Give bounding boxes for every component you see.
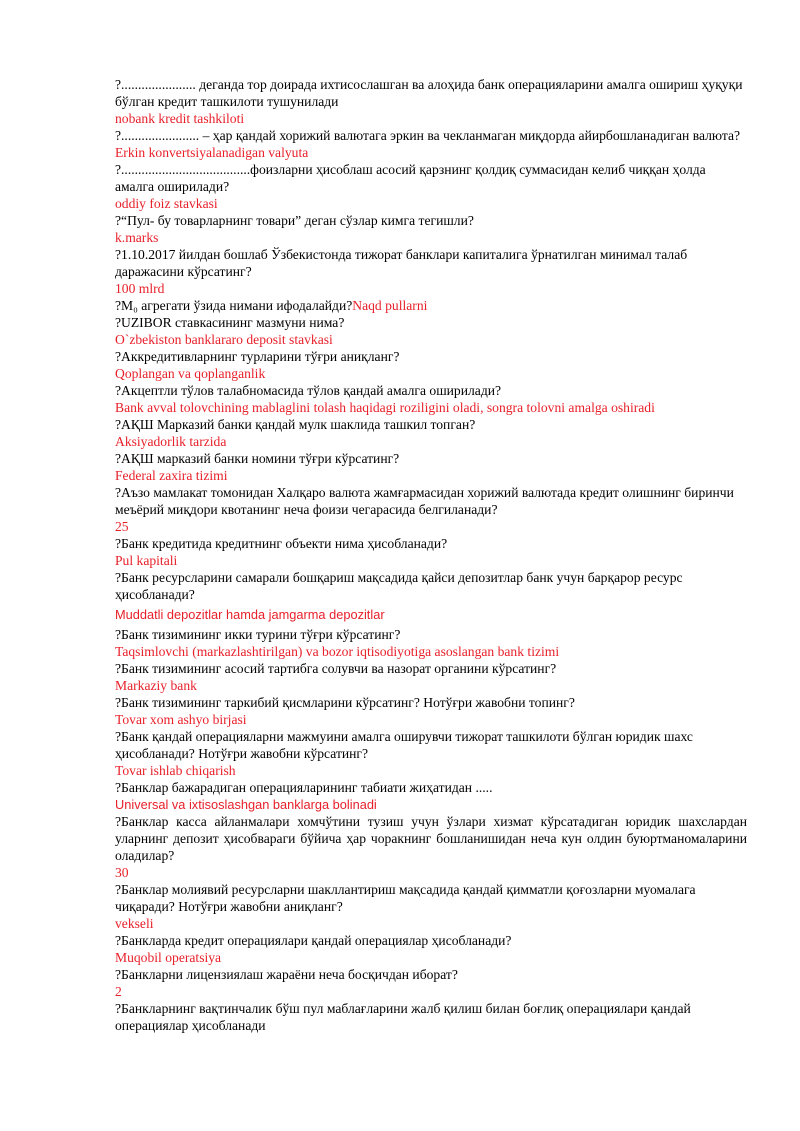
answer-4: k.marks	[115, 230, 159, 245]
answer-8: Qoplangan va qoplanganlik	[115, 366, 266, 381]
answer-12: 25	[115, 519, 129, 534]
question-2: ?....................... – ҳар қандай хорижий валютага эркин ва чекланмаган миқдорда айирбошланадиган валюта?	[115, 128, 741, 143]
question-10: ?АҚШ Марказий банки қандай мулк шаклида ташкил топган?	[115, 417, 476, 432]
question-8: ?Аккредитивларнинг турларини тўғри аниқланг?	[115, 349, 400, 364]
answer-7: O`zbekiston banklararo deposit stavkasi	[115, 332, 333, 347]
question-7: ?UZIBOR ставкасининг мазмуни нима?	[115, 315, 345, 330]
question-9: ?Акцептли тўлов талабномасида тўлов қандай амалга оширилади?	[115, 383, 502, 398]
question-17: ?Банк тизимининг таркибий қисмларини кўрсатинг? Нотўғри жавобни топинг?	[115, 695, 575, 710]
question-16: ?Банк тизимининг асосий тартибга солувчи ва назорат органини кўрсатинг?	[115, 661, 557, 676]
answer-16: Markaziy bank	[115, 678, 197, 693]
answer-19: Universal va ixtisoslashgan banklarga bolinadi	[115, 797, 377, 812]
question-3: ?......................................фоизларни ҳисоблаш асосий қарзнинг қолдиқ суммасидан келиб чиққан ҳолда амалга оширилади?	[115, 162, 706, 194]
question-24: ?Банкларнинг вақтинчалик бўш пул маблағларини жалб қилиш билан боғлиқ операциялари қандай операциялар ҳисобланади	[115, 1001, 691, 1033]
answer-15: Taqsimlovchi (markazlashtirilgan) va bozor iqtisodiyotiga asoslangan bank tizimi	[115, 644, 560, 659]
question-20: ?Банклар касса айланмалари хомчўтини тузиш учун ўзлари хизмат кўрсатадиган юридик шахслардан уларнинг депозит ҳисобвараги бўйича ҳар чоракнинг бошланишидан неча кун олдин буюртманомаларини оладилар?	[115, 814, 747, 863]
question-21: ?Банклар молиявий ресурсларни шакллантириш мақсадида қандай қимматли қоғозларни муомалага чиқаради? Нотўғри жавобни аниқланг?	[115, 882, 696, 914]
answer-14: Muddatli depozitlar hamda jamgarma depozitlar	[115, 607, 385, 622]
answer-5: 100 mlrd	[115, 281, 165, 296]
answer-18: Tovar ishlab chiqarish	[115, 763, 236, 778]
question-18: ?Банк қандай операцияларни мажмуини амалга оширувчи тижорат ташкилоти бўлган юридик шахс ҳисобланади? Нотўғри жавобни кўрсатинг?	[115, 729, 693, 761]
question-22: ?Банкларда кредит операциялари қандай операциялар ҳисобланади?	[115, 933, 512, 948]
question-answer-6	[115, 297, 747, 314]
answer-11: Federal zaxira tizimi	[115, 468, 228, 483]
answer-6: Naqd pullarni	[352, 298, 428, 313]
question-6: ?M₀ агрегати ўзида нимани ифодалайди?	[115, 298, 353, 313]
answer-9: Bank avval tolovchining mablaglini tolash haqidagi roziligini oladi, songra tolovni amalga oshiradi	[115, 400, 655, 415]
question-12: ?Аъзо мамлакат томонидан Халқаро валюта жамғармасидан хорижий валютада кредит олишнинг биринчи меъёрий миқдори квотанинг неча фоизи чегарасида белгиланади?	[115, 485, 734, 517]
answer-1: nobank kredit tashkiloti	[115, 111, 245, 126]
question-23: ?Банкларни лицензиялаш жараёни неча босқичдан иборат?	[115, 967, 458, 982]
question-14: ?Банк ресурсларини самарали бошқариш мақсадида қайси депозитлар банк учун барқарор ресурс ҳисобланади?	[115, 570, 683, 602]
question-4: ?“Пул- бу товарларнинг товари” деган сўзлар кимга тегишли?	[115, 213, 474, 228]
answer-13: Pul kapitali	[115, 553, 178, 568]
answer-17: Tovar xom ashyo birjasi	[115, 712, 247, 727]
answer-2: Erkin konvertsiyalanadigan valyuta	[115, 145, 309, 160]
question-15: ?Банк тизимининг икки турини тўғри кўрсатинг?	[115, 627, 401, 642]
answer-20: 30	[115, 865, 129, 880]
answer-3: oddiy foiz stavkasi	[115, 196, 218, 211]
question-13: ?Банк кредитида кредитнинг объекти нима ҳисобланади?	[115, 536, 448, 551]
answer-10: Aksiyadorlik tarzida	[115, 434, 227, 449]
answer-21: vekseli	[115, 916, 154, 931]
question-19: ?Банклар бажарадиган операцияларининг табиати жиҳатидан .....	[115, 780, 493, 795]
question-5: ?1.10.2017 йилдан бошлаб Ўзбекистонда тижорат банклари капиталига ўрнатилган минимал талаб даражасини кўрсатинг?	[115, 247, 688, 279]
document-page	[115, 76, 747, 1034]
answer-22: Muqobil operatsiya	[115, 950, 222, 965]
answer-23: 2	[115, 984, 122, 999]
question-1: ?...................... деганда тор доирада ихтисослашган ва алоҳида банк операцияларини амалга ошириш ҳуқуқи бўлган кредит ташкилоти тушунилади	[115, 77, 743, 109]
question-11: ?АҚШ марказий банки номини тўғри кўрсатинг?	[115, 451, 400, 466]
